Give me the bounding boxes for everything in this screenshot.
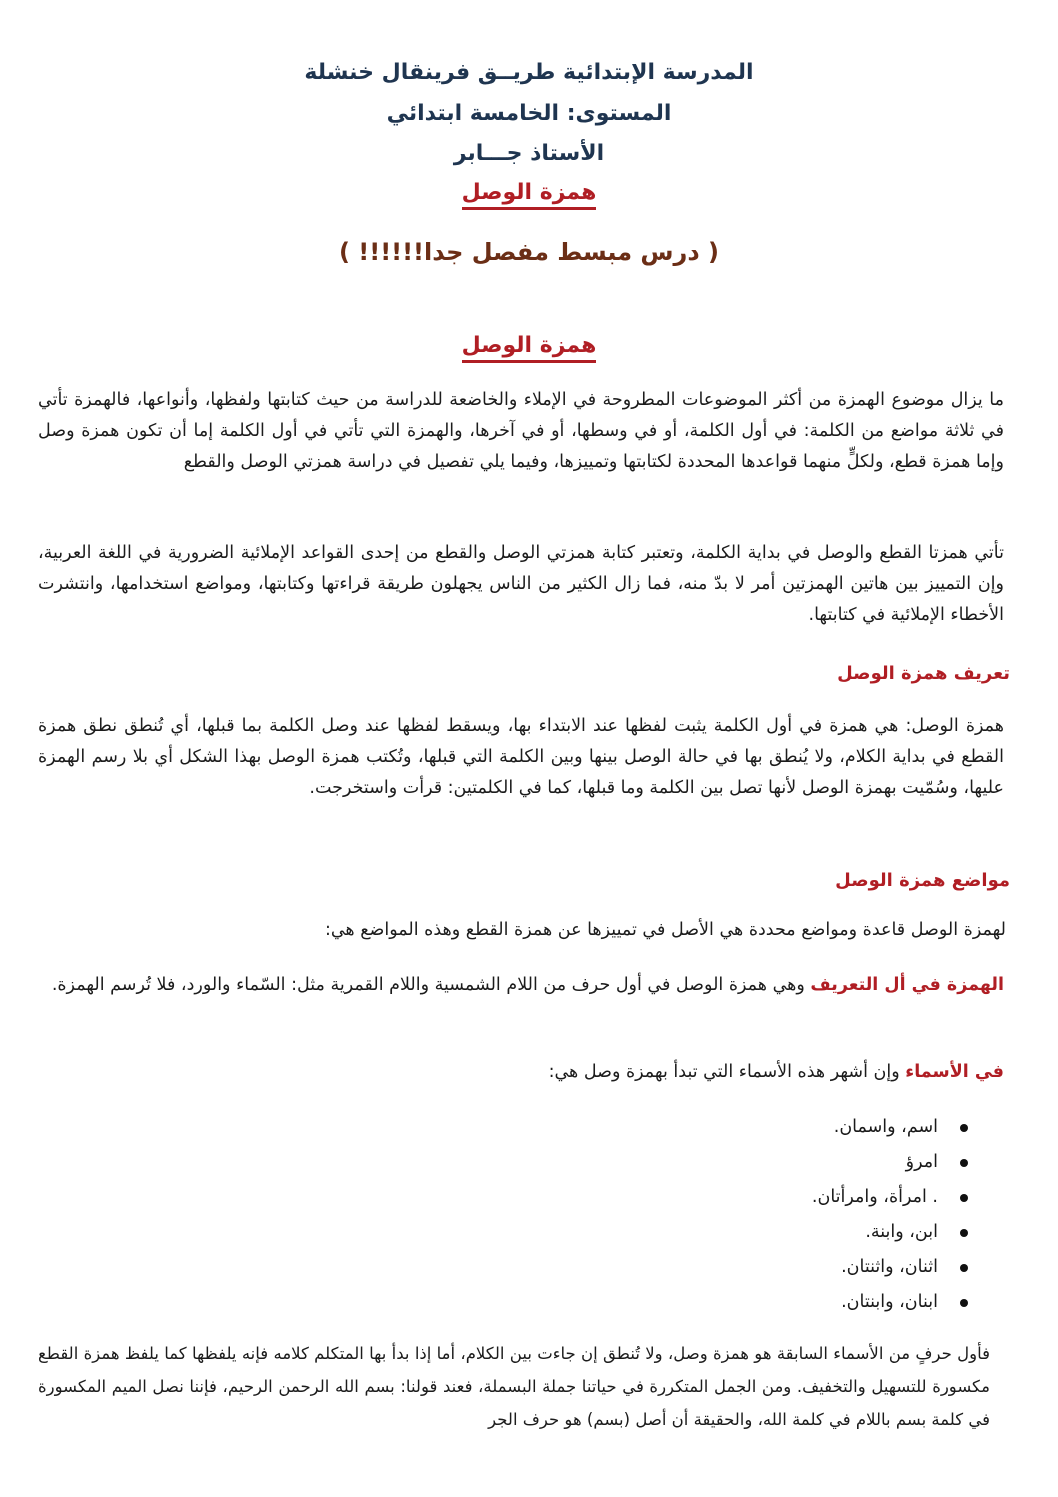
lesson-topic [0, 180, 1058, 205]
list-item-text: اسم، واسمان. [833, 1117, 938, 1137]
bullet-icon [960, 1264, 968, 1272]
list-item [812, 1215, 968, 1250]
list-item-text: ابنان، وابنتان. [841, 1292, 938, 1312]
list-item-text: . امرأة، وامرأتان. [811, 1187, 938, 1207]
section-title [0, 333, 1058, 358]
al-tarif-paragraph [38, 970, 1004, 1001]
bullet-icon [960, 1159, 968, 1167]
intro-paragraph-2: تأتي همزتا القطع والوصل في بداية الكلمة، وتعتبر كتابة همزتي الوصل والقطع من إحدى القواعد الإملائية الضرورية في اللغة العربية، وإن التمييز بين هاتين الهمزتين أمر لا بدّ منه، فما زال الكثير من الناس يجهلون طريقة قراءتها وكتابتها، ومواضع استخدامها، وانتشرت الأخطاء الإملائية في كتابتها. [38, 543, 1004, 625]
list-item [812, 1145, 968, 1180]
names-paragraph [38, 1057, 1004, 1088]
definition-heading: تعريف همزة الوصل [837, 663, 1010, 684]
definition-paragraph: همزة الوصل: هي همزة في أول الكلمة يثبت لفظها عند الابتداء بها، ويسقط لفظها عند وصل الكلمة بما قبلها، أي تُنطق نطق همزة القطع في بداية الكلام، ولا يُنطق بها في حالة الوصل بينها وبين الكلمة التي قبلها، وتُكتب همزة الوصل بهذا الشكل أي بلا رسم الهمزة عليها، وسُمّيت بهمزة الوصل لأنها تصل بين الكلمة وما قبلها، كما في الكلمتين: قرأت واستخرجت. [38, 716, 1004, 798]
list-item [812, 1180, 968, 1215]
positions-heading: مواضع همزة الوصل [835, 870, 1010, 891]
names-label: في الأسماء [905, 1062, 1004, 1082]
school-name: المدرسة الإبتدائية طريــق فرينقال خنشلة [304, 60, 754, 85]
names-text: وإن أشهر هذه الأسماء التي تبدأ بهمزة وصل هي: [548, 1062, 906, 1082]
teacher-name: الأستاذ جـــابر [453, 141, 605, 166]
positions-intro: لهمزة الوصل قاعدة ومواضع محددة هي الأصل في تمييزها عن همزة القطع وهذه المواضع هي: [324, 920, 1006, 940]
closing-paragraph: فأول حرفٍ من الأسماء السابقة هو همزة وصل، ولا تُنطق إن جاءت بين الكلام، أما إذا بدأ بها المتكلم كلامه فإنه يلفظها كما يلفظ همزة القطع مكسورة للتسهيل والتخفيف. ومن الجمل المتكررة في حياتنا جملة البسملة، فعند قولنا: بسم الله الرحمن الرحيم، فإننا نصل الميم المكسورة في كلمة بسم باللام في كلمة الله، والحقيقة أن أصل (بسم) هو حرف الجر [38, 1344, 990, 1429]
intro-paragraph-1: ما يزال موضوع الهمزة من أكثر الموضوعات المطروحة في الإملاء والخاضعة للدراسة من حيث كتابتها ولفظها، وأنواعها، فالهمزة تأتي في ثلاثة مواضع من الكلمة: في أول الكلمة، أو في وسطها، أو في آخرها، والهمزة التي تأتي في أول الكلمة إما أن تكون همزة وصل وإما همزة قطع، ولكلٍّ منهما قواعدها المحددة لكتابتها وتمييزها، وفيما يلي تفصيل في دراسة همزتي الوصل والقطع [38, 390, 1004, 472]
lesson-topic-text: همزة الوصل [462, 180, 597, 210]
list-item [812, 1250, 968, 1285]
list-item-text: امرؤ [905, 1152, 938, 1172]
bullet-icon [960, 1229, 968, 1237]
list-item-text: ابن، وابنة. [865, 1222, 938, 1242]
bullet-icon [960, 1194, 968, 1202]
al-tarif-text: وهي همزة الوصل في أول حرف من اللام الشمسية واللام القمرية مثل: السّماء والورد، فلا تُرسم الهمزة. [51, 975, 811, 995]
grade-level: المستوى: الخامسة ابتدائي [386, 101, 672, 126]
section-title-text: همزة الوصل [462, 333, 597, 363]
bullet-icon [960, 1299, 968, 1307]
lesson-subtitle: ( درس مبسط مفصل جدا!!!!!! ) [338, 238, 719, 266]
list-item [812, 1285, 968, 1320]
names-list [812, 1110, 968, 1320]
bullet-icon [960, 1124, 968, 1132]
al-tarif-label: الهمزة في أل التعريف [810, 975, 1004, 995]
list-item-text: اثنان، واثنتان. [841, 1257, 938, 1277]
list-item [812, 1110, 968, 1145]
